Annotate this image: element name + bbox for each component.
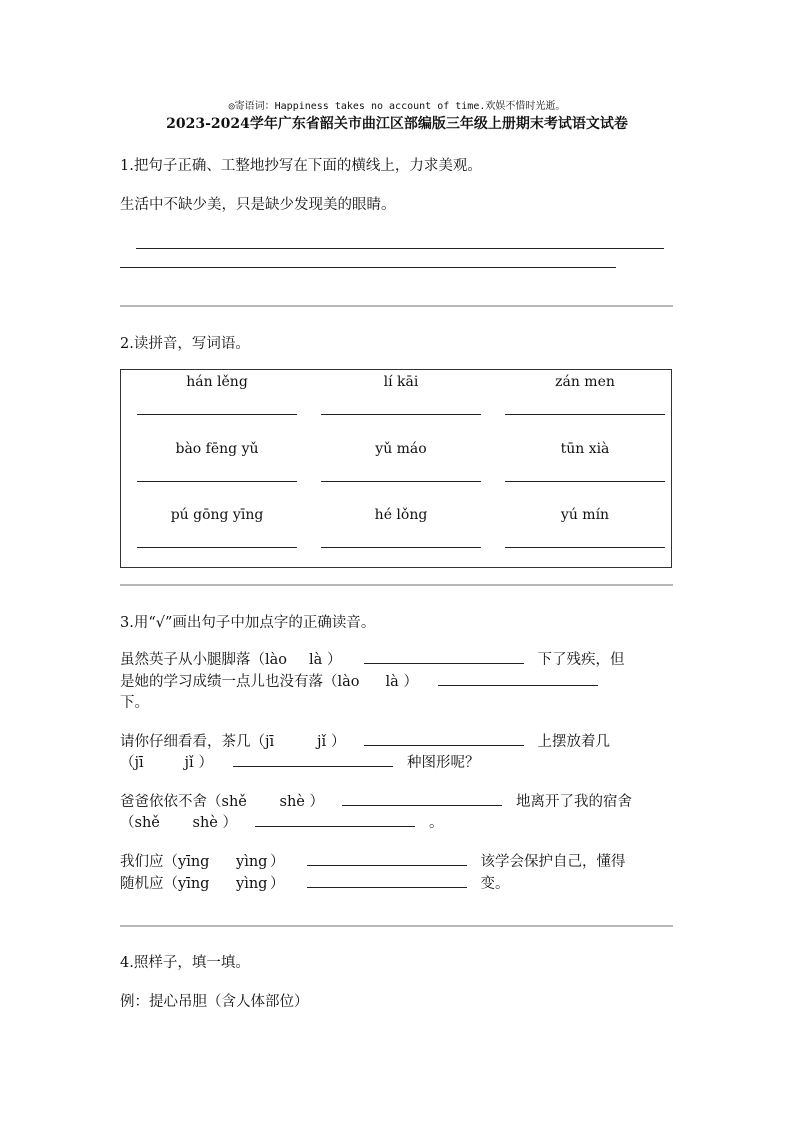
separator-2: [120, 584, 673, 586]
sentence-text: 请你仔细看看，茶几（: [120, 734, 265, 750]
pinyin-table: [120, 369, 672, 568]
sentence-text: ）: [403, 674, 418, 690]
sentence-text: （: [120, 755, 135, 771]
q3-sentence-1-line-3: [120, 692, 680, 714]
q1-answer-line-2[interactable]: [120, 267, 616, 268]
separator-3: [120, 925, 673, 927]
q3-sentence-3-line-1: [120, 791, 680, 813]
reading-option[interactable]: yīng: [178, 854, 210, 870]
motto: ◎寄语词：Happiness takes no account of time.欢娱不惜时光逝。: [228, 101, 566, 112]
pinyin-text: yú mín: [560, 507, 610, 523]
q4-example: 例：提心吊胆（含人体部位）: [120, 994, 309, 1010]
reading-option[interactable]: shè: [192, 815, 218, 831]
reading-option[interactable]: jǐ: [184, 755, 194, 771]
sentence-text: ）: [331, 734, 346, 750]
answer-blank[interactable]: [233, 752, 393, 767]
reading-option[interactable]: jī: [265, 734, 275, 750]
reading-option[interactable]: shě: [134, 815, 160, 831]
q3-sentence-1-line-2: [120, 671, 680, 693]
sentence-text: 下。: [120, 695, 149, 711]
q3-sentence-4-line-2: [120, 873, 680, 895]
word-answer-line[interactable]: [505, 547, 665, 548]
q3-prompt: 3.用“√”画出句子中加点字的正确读音。: [120, 615, 376, 631]
word-answer-line[interactable]: [505, 481, 665, 482]
reading-option[interactable]: shě: [221, 794, 247, 810]
q1-prompt: 1.把句子正确、工整地抄写在下面的横线上，力求美观。: [120, 158, 482, 174]
word-answer-line[interactable]: [137, 414, 297, 415]
q2-prompt: 2.读拼音，写词语。: [120, 336, 250, 352]
answer-blank[interactable]: [364, 731, 524, 746]
reading-option[interactable]: shè: [279, 794, 305, 810]
answer-blank[interactable]: [342, 791, 502, 806]
separator-1: [120, 305, 673, 307]
q3-sentence-2-line-1: [120, 731, 680, 753]
sentence-text: ）: [222, 815, 237, 831]
sentence-text: （: [120, 815, 135, 831]
pinyin-text: pú gōng yīng: [170, 507, 264, 523]
answer-blank[interactable]: [307, 851, 467, 866]
pinyin-text: yǔ máo: [375, 441, 427, 457]
sentence-text: 上摆放着几: [537, 734, 610, 750]
pinyin-text: bào fēng yǔ: [175, 441, 259, 457]
sentence-text: 爸爸依依不舍（: [120, 794, 222, 810]
q1-sentence: 生活中不缺少美，只是缺少发现美的眼睛。: [120, 197, 396, 213]
pinyin-text: zán men: [555, 374, 615, 390]
pinyin-text: tūn xià: [560, 441, 610, 457]
answer-blank[interactable]: [307, 873, 467, 888]
q3-sentence-4-line-1: [120, 851, 680, 873]
reading-option[interactable]: jǐ: [317, 734, 327, 750]
sentence-text: ）: [309, 794, 324, 810]
reading-option[interactable]: yìng: [236, 854, 268, 870]
sentence-text: ）: [270, 876, 285, 892]
sentence-text: 我们应（: [120, 854, 178, 870]
reading-option[interactable]: là: [309, 652, 323, 668]
q3-sentence-1-line-1: [120, 649, 680, 671]
sentence-text: ）: [270, 854, 285, 870]
q1-answer-line-1[interactable]: [136, 248, 664, 249]
pinyin-text: hán lěng: [186, 374, 248, 390]
sentence-text: 下了残疾，但: [537, 652, 625, 668]
pinyin-text: lí kāi: [383, 374, 419, 390]
answer-blank[interactable]: [364, 649, 524, 664]
q3-sentence-3-line-2: [120, 812, 680, 834]
word-answer-line[interactable]: [321, 547, 481, 548]
sentence-text: 变。: [480, 876, 510, 892]
reading-option[interactable]: lào: [337, 674, 360, 690]
word-answer-line[interactable]: [137, 547, 297, 548]
reading-option[interactable]: yīng: [178, 876, 210, 892]
sentence-text: 。: [429, 815, 444, 831]
sentence-text: 随机应（: [120, 876, 178, 892]
reading-option[interactable]: jī: [134, 755, 144, 771]
sentence-text: 虽然英子从小腿脚落（: [120, 652, 265, 668]
sentence-text: 地离开了我的宿舍: [516, 794, 632, 810]
q4-prompt: 4.照样子，填一填。: [120, 955, 250, 971]
reading-option[interactable]: là: [385, 674, 399, 690]
pinyin-text: hé lǒng: [374, 507, 428, 523]
sentence-text: ）: [327, 652, 342, 668]
sentence-text: ）: [198, 755, 213, 771]
sentence-text: 种图形呢？: [407, 755, 480, 771]
sentence-text: 是她的学习成绩一点儿也没有落（: [120, 674, 338, 690]
exam-title: 2023-2024学年广东省韶关市曲江区部编版三年级上册期末考试语文试卷: [166, 116, 628, 132]
answer-blank[interactable]: [255, 812, 415, 827]
answer-blank[interactable]: [438, 671, 598, 686]
reading-option[interactable]: lào: [265, 652, 288, 668]
word-answer-line[interactable]: [321, 481, 481, 482]
word-answer-line[interactable]: [321, 414, 481, 415]
sentence-text: 该学会保护自己，懂得: [480, 854, 626, 870]
reading-option[interactable]: yìng: [236, 876, 268, 892]
word-answer-line[interactable]: [137, 481, 297, 482]
word-answer-line[interactable]: [505, 414, 665, 415]
q3-sentence-2-line-2: [120, 752, 680, 774]
